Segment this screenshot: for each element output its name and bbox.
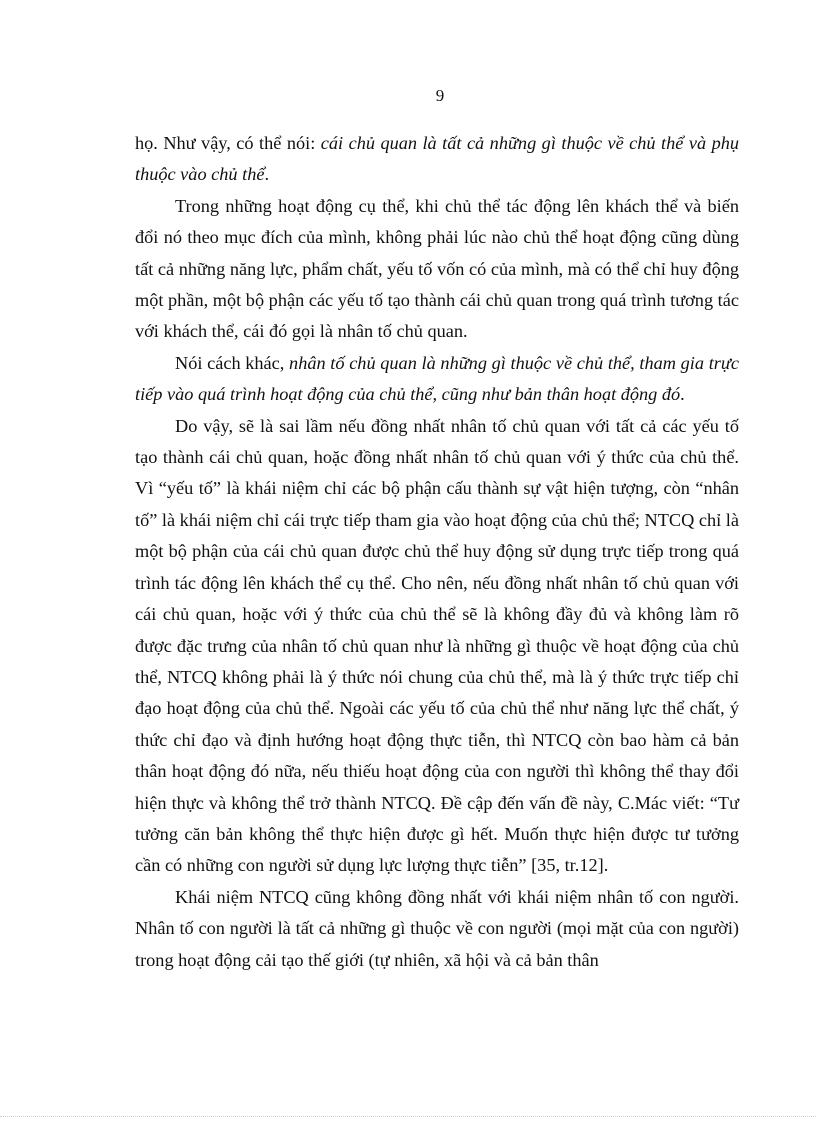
paragraph-4-text: Do vậy, sẽ là sai lầm nếu đồng nhất nhân tố chủ quan với tất cả các yếu tố tạo thành cái chủ quan, hoặc đồng nhất nhân tố chủ quan với ý thức của chủ thể. Vì “yếu tố” là khái niệm chỉ các bộ phận cấu thành sự vật hiện tượng, còn “nhân tố” là khái niệm chỉ cái trực tiếp tham gia vào hoạt động của chủ thể; NTCQ chỉ là một bộ phận của cái chủ quan được chủ thể huy động sử dụng trực tiếp trong quá trình tác động lên khách thể cụ thể. Cho nên, nếu đồng nhất nhân tố chủ quan với cái chủ quan, hoặc với ý thức của chủ thể sẽ là không đầy đủ và không làm rõ được đặc trưng của nhân tố chủ quan như là những gì thuộc về hoạt động của chủ thể, NTCQ không phải là ý thức nói chung của chủ thể, mà là ý thức trực tiếp chỉ đạo hoạt động của chủ thể. Ngoài các yếu tố của chủ thể như năng lực thể chất, ý thức chỉ đạo và định hướng hoạt động thực tiễn, thì NTCQ còn bao hàm cả bản thân hoạt động đó nữa, nếu thiếu hoạt động của con người thì không thể thay đổi hiện thực và không thể trở thành NTCQ. Đề cập đến vấn đề này, C.Mác viết: “Tư tưởng căn bản không thể thực hiện được gì hết. Muốn thực hiện được tư tưởng cần có những con người sử dụng lực lượng thực tiễn” [35, tr.12].: [135, 415, 739, 876]
paragraph-3-end: .: [680, 384, 685, 405]
page-number: 9: [435, 86, 445, 105]
paragraph-3-lead: Nói cách khác,: [175, 352, 290, 373]
paragraph-3: [135, 348, 739, 411]
paragraph-5: [135, 882, 739, 976]
body-text: [135, 128, 739, 976]
footer-divider: [0, 1116, 816, 1117]
paragraph-4: [135, 411, 739, 882]
paragraph-5-text: Khái niệm NTCQ cũng không đồng nhất với khái niệm nhân tố con người. Nhân tố con người là tất cả những gì thuộc về con người (mọi mặt của con người) trong hoạt động cải tạo thế giới (tự nhiên, xã hội và cả bản thân: [135, 886, 739, 970]
paragraph-1: [135, 128, 739, 191]
paragraph-2-text: Trong những hoạt động cụ thể, khi chủ thể tác động lên khách thể và biến đổi nó theo mục đích của mình, không phải lúc nào chủ thể hoạt động cũng dùng tất cả những năng lực, phẩm chất, yếu tố vốn có của mình, mà có thể chỉ huy động một phần, một bộ phận các yếu tố tạo thành cái chủ quan trong quá trình tương tác với khách thể, cái đó gọi là nhân tố chủ quan.: [135, 195, 739, 342]
paragraph-2: [135, 191, 739, 348]
paragraph-1-text: họ. Như vậy, có thể nói:: [135, 133, 321, 153]
paragraph-3-italic-definition: nhân tố chủ quan là những gì thuộc về chủ thể, tham gia trực tiếp vào quá trình hoạt động của chủ thể, cũng như bản thân hoạt động đó: [135, 352, 739, 405]
paragraph-1-italic-definition: cái chủ quan là tất cả những gì thuộc về chủ thể và phụ thuộc vào chủ thể: [135, 133, 739, 185]
paragraph-1-end: .: [264, 164, 270, 185]
